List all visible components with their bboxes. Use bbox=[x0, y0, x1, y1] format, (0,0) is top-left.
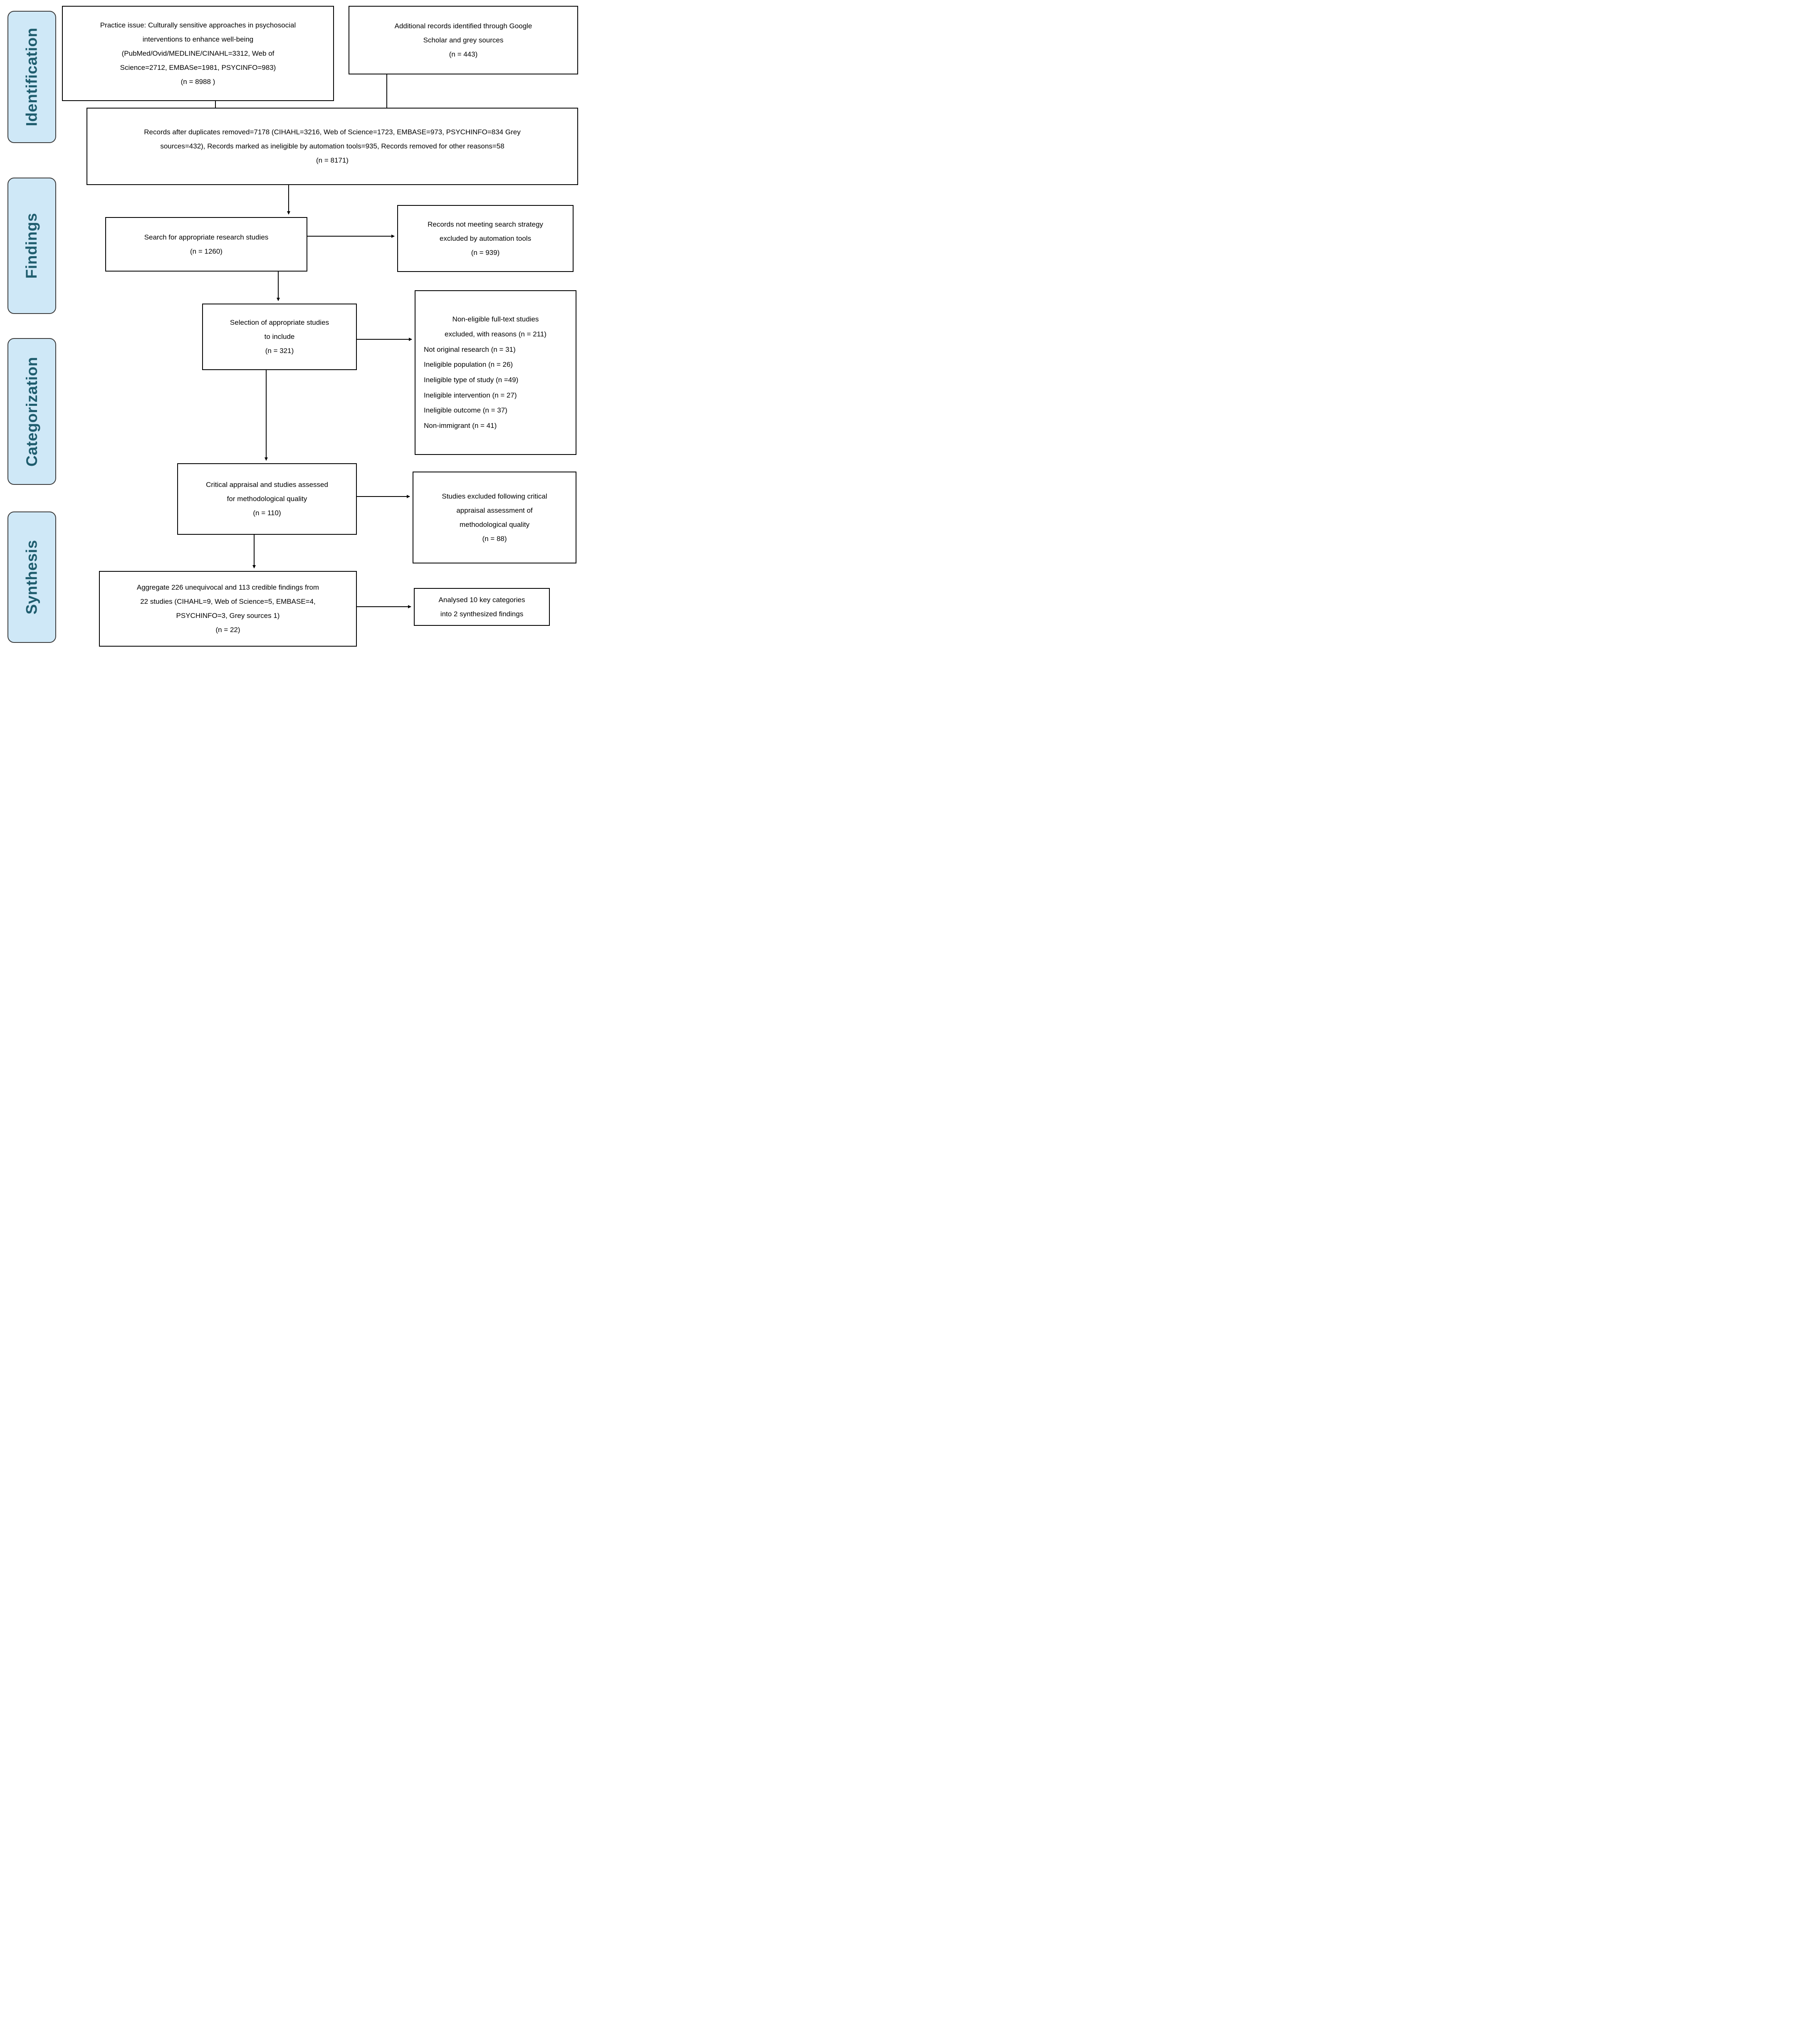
stage-categorization bbox=[7, 338, 56, 485]
box-aggregate-findings-line: 22 studies (CIHAHL=9, Web of Science=5, EMBASE=4, bbox=[140, 598, 316, 605]
box-records-not-meeting-line: Records not meeting search strategy bbox=[428, 220, 543, 228]
stage-categorization-label: Categorization bbox=[23, 356, 40, 467]
box-additional-records-line: Additional records identified through Google bbox=[394, 22, 532, 30]
box-selection bbox=[202, 304, 357, 370]
box-critical-appraisal-line: Critical appraisal and studies assessed bbox=[206, 481, 328, 489]
box-practice-issue-line: Practice issue: Culturally sensitive approaches in psychosocial bbox=[100, 21, 296, 29]
exclusion-reason: Non-immigrant (n = 41) bbox=[424, 421, 497, 430]
box-duplicates-removed bbox=[87, 108, 578, 185]
box-studies-excluded-line: methodological quality bbox=[459, 520, 530, 529]
box-studies-excluded bbox=[413, 472, 576, 563]
box-practice-issue-line: (PubMed/Ovid/MEDLINE/CINAHL=3312, Web of bbox=[121, 49, 274, 57]
exclusion-reason: Not original research (n = 31) bbox=[424, 345, 516, 353]
box-practice-issue-line: interventions to enhance well-being bbox=[142, 35, 254, 43]
stage-synthesis bbox=[7, 511, 56, 643]
box-analysed bbox=[414, 588, 550, 626]
box-critical-appraisal bbox=[177, 463, 357, 535]
box-additional-records-line: Scholar and grey sources bbox=[423, 36, 504, 44]
box-additional-records-count: (n = 443) bbox=[449, 50, 478, 58]
box-non-eligible bbox=[415, 290, 576, 455]
box-practice-issue bbox=[62, 6, 334, 101]
box-additional-records bbox=[349, 6, 578, 74]
box-search-studies bbox=[105, 217, 307, 272]
box-analysed-line: Analysed 10 key categories bbox=[438, 595, 525, 604]
box-selection-line: Selection of appropriate studies bbox=[230, 319, 329, 326]
box-aggregate-findings-line: PSYCHINFO=3, Grey sources 1) bbox=[176, 612, 280, 620]
stage-findings bbox=[7, 178, 56, 314]
box-critical-appraisal-count: (n = 110) bbox=[253, 509, 281, 517]
box-non-eligible-reason-list bbox=[421, 342, 570, 433]
stage-findings-label: Findings bbox=[23, 212, 40, 279]
prisma-flow-diagram bbox=[0, 0, 582, 652]
exclusion-reason: Ineligible population (n = 26) bbox=[424, 361, 513, 369]
stage-identification-label: Identification bbox=[23, 27, 40, 126]
box-practice-issue-count: (n = 8988 ) bbox=[181, 77, 215, 86]
exclusion-reason: Ineligible outcome (n = 37) bbox=[424, 406, 507, 415]
box-critical-appraisal-line: for methodological quality bbox=[227, 495, 307, 503]
box-duplicates-removed-line: Records after duplicates removed=7178 (CIHAHL=3216, Web of Science=1723, EMBASE=973, PSYCHINFO=834 Grey bbox=[144, 128, 521, 136]
box-studies-excluded-count: (n = 88) bbox=[482, 534, 507, 543]
stage-synthesis-label: Synthesis bbox=[23, 540, 40, 615]
box-selection-line: to include bbox=[264, 333, 295, 341]
box-non-eligible-title: excluded, with reasons (n = 211) bbox=[445, 330, 546, 338]
box-aggregate-findings bbox=[99, 571, 357, 647]
box-analysed-line: into 2 synthesized findings bbox=[440, 610, 524, 618]
box-search-studies-count: (n = 1260) bbox=[190, 247, 223, 255]
box-search-studies-line: Search for appropriate research studies bbox=[144, 233, 269, 241]
box-aggregate-findings-line: Aggregate 226 unequivocal and 113 credible findings from bbox=[136, 583, 319, 591]
box-studies-excluded-line: Studies excluded following critical bbox=[442, 492, 547, 500]
stage-identification bbox=[7, 11, 56, 143]
box-studies-excluded-line: appraisal assessment of bbox=[456, 506, 533, 514]
box-duplicates-removed-line: sources=432), Records marked as ineligible by automation tools=935, Records removed for other reasons=58 bbox=[160, 142, 504, 150]
exclusion-reason: Ineligible type of study (n =49) bbox=[424, 376, 519, 384]
box-records-not-meeting-count: (n = 939) bbox=[471, 248, 500, 257]
box-aggregate-findings-count: (n = 22) bbox=[215, 626, 240, 634]
box-records-not-meeting-line: excluded by automation tools bbox=[439, 234, 532, 242]
box-records-not-meeting bbox=[397, 205, 574, 272]
exclusion-reason: Ineligible intervention (n = 27) bbox=[424, 391, 517, 399]
box-duplicates-removed-count: (n = 8171) bbox=[316, 156, 349, 164]
box-non-eligible-title: Non-eligible full-text studies bbox=[452, 315, 539, 323]
box-practice-issue-line: Science=2712, EMBASe=1981, PSYCINFO=983) bbox=[120, 63, 276, 72]
box-selection-count: (n = 321) bbox=[265, 347, 294, 355]
